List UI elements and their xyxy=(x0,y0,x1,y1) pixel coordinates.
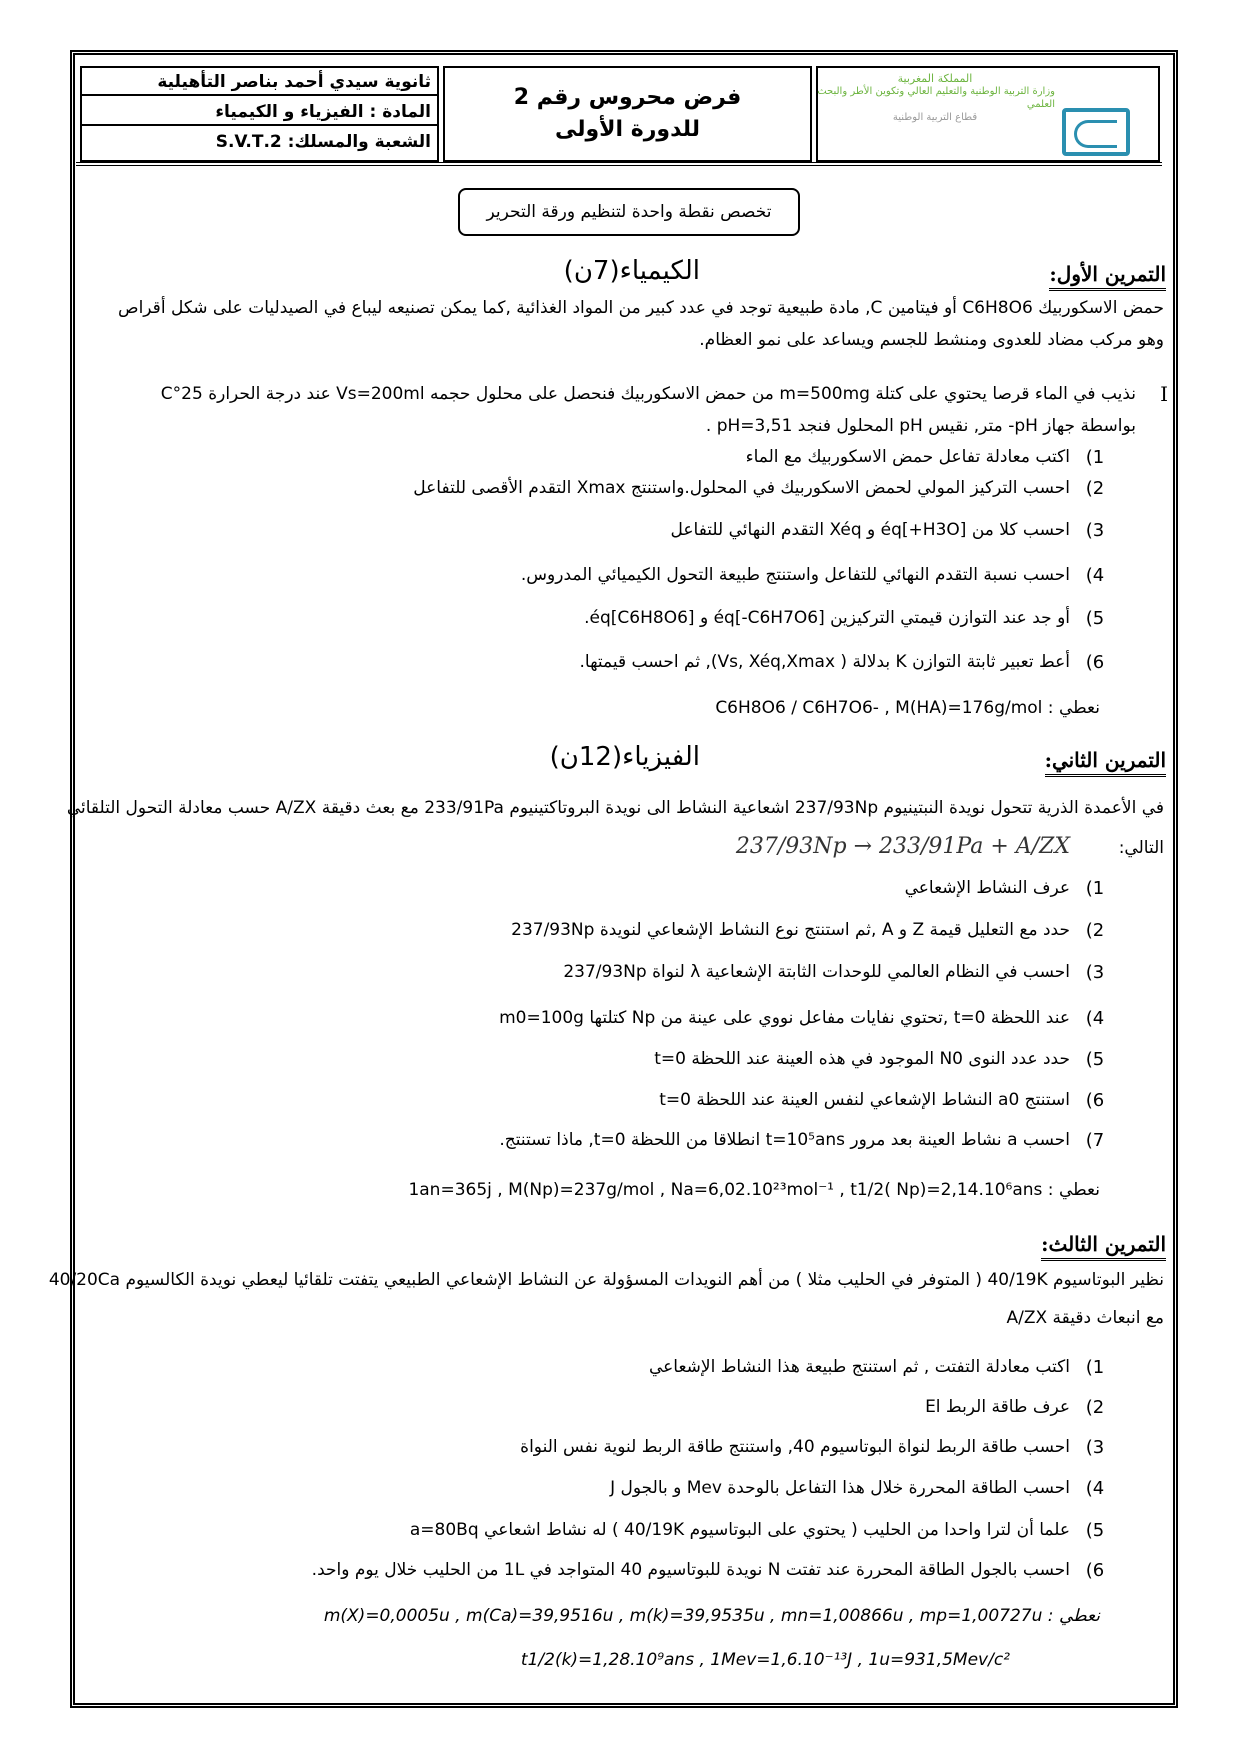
ex3-question-3: احسب طاقة الربط لنواة البوتاسيوم 40, واستنتج طاقة الربط لنوية نفس النواة xyxy=(520,1437,1070,1457)
ex3-given-1: نعطي : m(X)=0,0005u , m(Ca)=39,9516u , m(k)=39,9535u , mn=1,00866u , mp=1,00727u xyxy=(323,1606,1100,1626)
q-number: (4 xyxy=(1085,1008,1105,1029)
chem-question-1: اكتب معادلة تفاعل حمض الاسكوربيك مع الماء xyxy=(745,447,1070,467)
ex3-question-4: احسب الطاقة المحررة خلال هذا التفاعل بالوحدة Mev و بالجول J xyxy=(610,1478,1070,1498)
q-number: (5 xyxy=(1085,1520,1105,1541)
ministry-text xyxy=(815,72,1055,124)
ex3-intro-2: مع انبعاث دقيقة A/ZX xyxy=(1006,1308,1164,1328)
exam-title-box xyxy=(443,66,812,162)
q-number: (1 xyxy=(1085,1357,1105,1378)
physics-section-title: الفيزياء(12ن) xyxy=(549,742,700,772)
ministry-logo-icon xyxy=(1062,108,1130,156)
q-number: (6 xyxy=(1085,652,1105,673)
exercise3-title: التمرين الثالث: xyxy=(1041,1232,1166,1261)
phys-given: نعطي : 1an=365j , M(Np)=237g/mol , Na=6,02.10²³mol⁻¹ , t1/2( Np)=2,14.10⁶ans xyxy=(408,1180,1100,1200)
q-number: (2 xyxy=(1085,478,1105,499)
chem-intro-2: وهو مركب مضاد للعدوى ومنشط للجسم ويساعد على نمو العظام. xyxy=(699,330,1164,350)
phys-question-4: عند اللحظة t=0 ,تحتوي نفايات مفاعل نووي على عينة من Np كتلتها m0=100g xyxy=(499,1008,1070,1028)
q-number: (4 xyxy=(1085,1478,1105,1499)
q-number: (6 xyxy=(1085,1560,1105,1581)
phys-intro-1: في الأعمدة الذرية تتحول نويدة النبتينيوم 237/93Np اشعاعية النشاط الى نويدة البروتاكتينيوم 233/91Pa مع بعث دقيقة A/ZX حسب معادلة التحول التلقائي xyxy=(66,798,1164,818)
phys-question-3: احسب في النظام العالمي للوحدات الثابتة الإشعاعية λ لنواة 237/93Np xyxy=(563,962,1070,982)
school-info-box xyxy=(80,66,439,162)
q-number: (4 xyxy=(1085,565,1105,586)
ministry-line1: المملكة المغربية xyxy=(897,72,973,85)
ministry-line3: قطاع التربية الوطنية xyxy=(892,112,978,123)
phys-question-2: حدد مع التعليل قيمة Z و A ,ثم استنتج نوع النشاط الإشعاعي لنويدة 237/93Np xyxy=(511,920,1070,940)
ex3-given-2: t1/2(k)=1,28.10⁹ans , 1Mev=1,6.10⁻¹³J , 1u=931,5Mev/c² xyxy=(520,1650,1010,1670)
exam-title-line2: للدورة الأولى xyxy=(554,117,701,142)
q-number: (3 xyxy=(1085,520,1105,541)
chem-part-2: بواسطة جهاز pH- متر, نقيس pH المحلول فنجد pH=3,51 . xyxy=(705,416,1136,436)
chemistry-section-title: الكيمياء(7ن) xyxy=(563,256,700,286)
school-name: ثانوية سيدي أحمد بناصر التأهيلية xyxy=(82,68,437,96)
phys-intro-2: التالي: xyxy=(1118,838,1164,858)
exercise2-title: التمرين الثاني: xyxy=(1045,748,1166,777)
q-number: (6 xyxy=(1085,1090,1105,1111)
phys-question-7: احسب a نشاط العينة بعد مرور t=10⁵ans انطلاقا من اللحظة t=0, ماذا تستنتج. xyxy=(499,1130,1070,1150)
phys-question-1: عرف النشاط الإشعاعي xyxy=(904,878,1070,898)
chem-question-6: أعط تعبير ثابتة التوازن K بدلالة ( Vs, Xéq,Xmax), ثم احسب قيمتها. xyxy=(579,652,1070,672)
q-number: (5 xyxy=(1085,1049,1105,1070)
q-number: (1 xyxy=(1085,878,1105,899)
ex3-question-2: عرف طاقة الربط El xyxy=(925,1397,1070,1417)
phys-question-6: استنتج a0 النشاط الإشعاعي لنفس العينة عند اللحظة t=0 xyxy=(659,1090,1070,1110)
chem-question-2: احسب التركيز المولي لحمض الاسكوربيك في المحلول.واستنتج Xmax التقدم الأقصى للتفاعل xyxy=(413,478,1070,498)
exam-title-line1: فرض محروس رقم 2 xyxy=(513,85,742,110)
decay-equation: 237/93Np → 233/91Pa + A/ZX xyxy=(735,834,1070,859)
chem-question-4: احسب نسبة التقدم النهائي للتفاعل واستنتج طبيعة التحول الكيميائي المدروس. xyxy=(520,565,1070,585)
q-number: (3 xyxy=(1085,1437,1105,1458)
q-number: (5 xyxy=(1085,608,1105,629)
ex3-question-6: احسب بالجول الطاقة المحررة عند تفتت N نويدة للبوتاسيوم 40 المتواجد في 1L من الحليب خلال يوم واحد. xyxy=(311,1560,1070,1580)
ex3-intro-1: نظير البوتاسيوم 40/19K ( المتوفر في الحليب مثلا ) من أهم النويدات المسؤولة عن النشاط الإشعاعي الطبيعي يتفتت تلقائيا ليعطي نويدة الكالسيوم 40/20Ca xyxy=(48,1270,1164,1290)
ministry-line2: وزارة التربية الوطنية والتعليم العالي وتكوين الأطر والبحث العلمي xyxy=(817,86,1055,110)
stream: الشعبة والمسلك: 2.S.V.T xyxy=(215,132,431,152)
chem-question-3: احسب كلا من [H3O+]éq و Xéq التقدم النهائي للتفاعل xyxy=(670,520,1070,540)
chem-part-number: I xyxy=(1160,382,1168,406)
q-number: (7 xyxy=(1085,1130,1105,1151)
chem-intro-1: حمض الاسكوربيك C6H8O6 أو فيتامين C, مادة طبيعية توجد في عدد كبير من المواد الغذائية ,كما يمكن تصنيعه ليباع في الصيدليات على شكل أقراص xyxy=(118,298,1164,318)
ex3-question-5: علما أن لترا واحدا من الحليب ( يحتوي على البوتاسيوم 40/19K ) له نشاط اشعاعي a=80Bq xyxy=(409,1520,1070,1540)
ex3-question-1: اكتب معادلة التفتت , ثم استنتج طبيعة هذا النشاط الإشعاعي xyxy=(648,1357,1070,1377)
chem-part-1: نذيب في الماء قرصا يحتوي على كتلة m=500mg من حمض الاسكوربيك فنحصل على محلول حجمه Vs=200ml عند درجة الحرارة 25°C xyxy=(160,384,1136,404)
subject: المادة : الفيزياء و الكيمياء xyxy=(82,98,437,126)
phys-question-5: حدد عدد النوى N0 الموجود في هذه العينة عند اللحظة t=0 xyxy=(654,1049,1070,1069)
q-number: (2 xyxy=(1085,920,1105,941)
chem-given: نعطي : C6H8O6 / C6H7O6- , M(HA)=176g/mol xyxy=(715,698,1100,718)
chem-question-5: أو جد عند التوازن قيمتي التركيزين [C6H7O6-]éq و [C6H8O6]éq. xyxy=(584,608,1070,628)
q-number: (3 xyxy=(1085,962,1105,983)
exercise1-title: التمرين الأول: xyxy=(1049,262,1166,291)
instruction-banner: تخصص نقطة واحدة لتنظيم ورقة التحرير xyxy=(458,188,800,236)
q-number: (1 xyxy=(1085,447,1105,468)
q-number: (2 xyxy=(1085,1397,1105,1418)
